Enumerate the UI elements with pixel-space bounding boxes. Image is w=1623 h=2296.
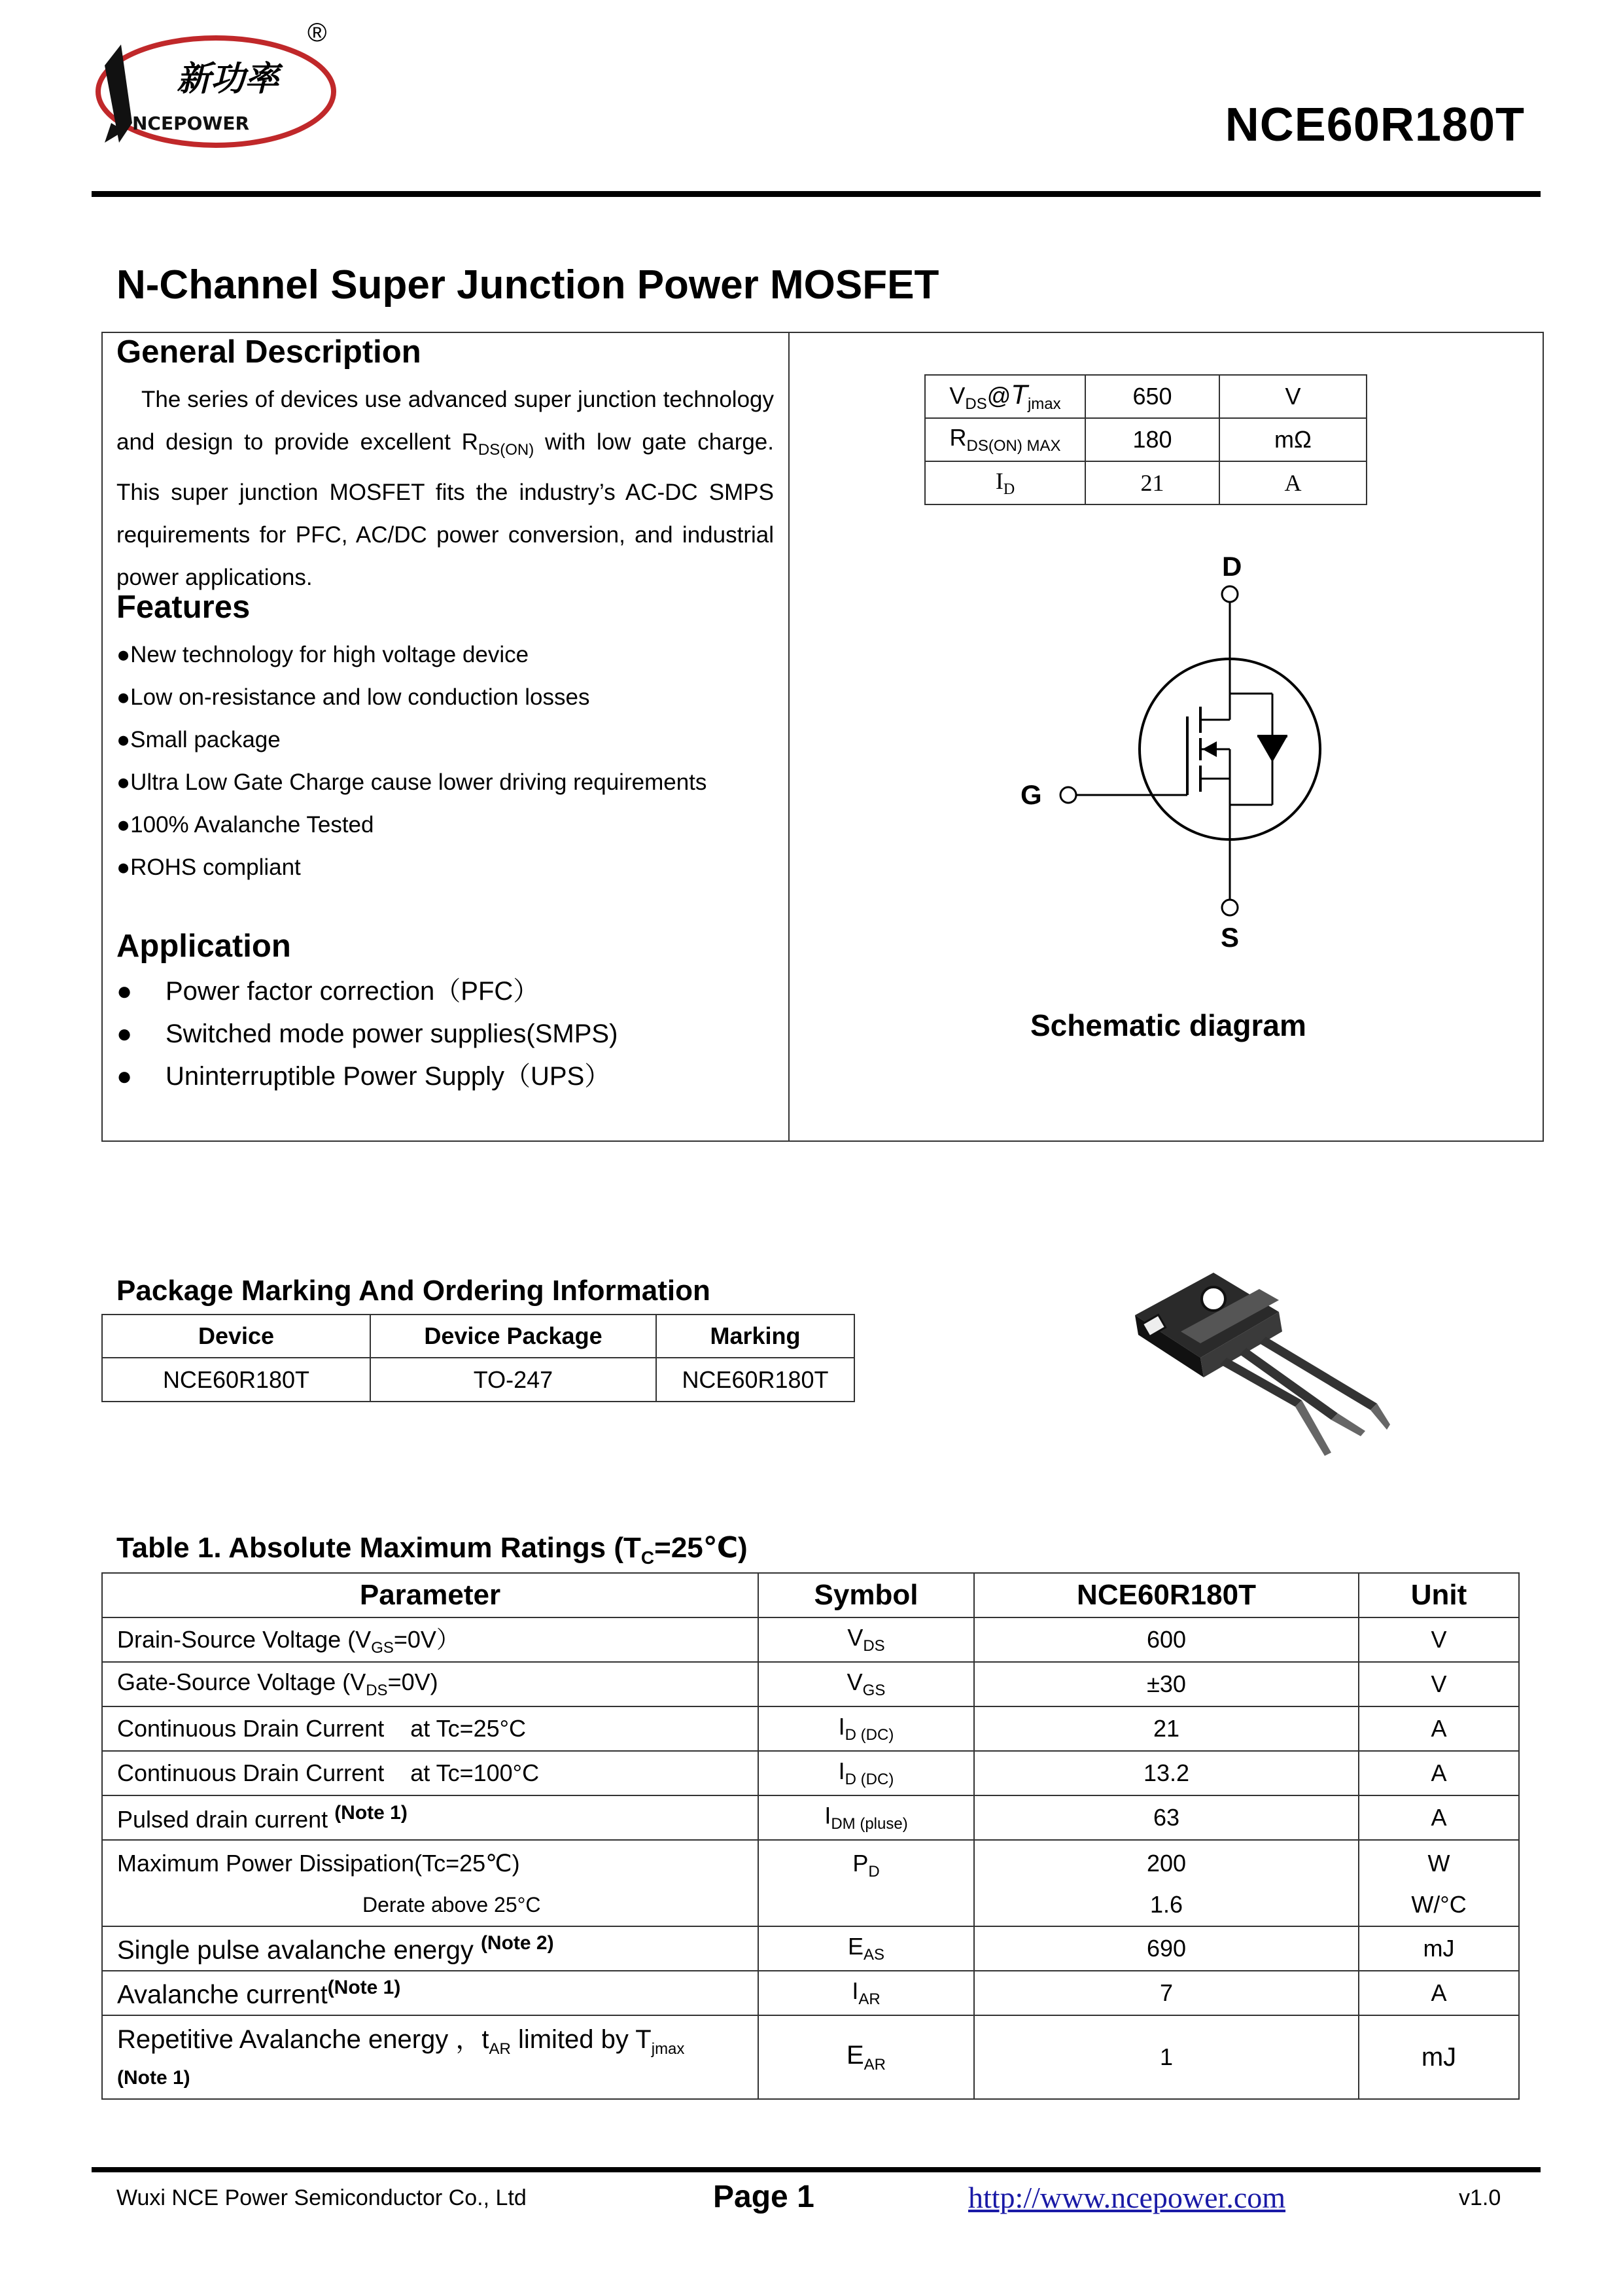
table-row bbox=[925, 461, 1367, 504]
table-row bbox=[102, 1751, 1519, 1795]
registered-mark: ® bbox=[307, 18, 327, 47]
company-logo bbox=[92, 18, 340, 156]
list-item: ● Uninterruptible Power Supply（UPS） bbox=[116, 1062, 611, 1091]
spec-value: 21 bbox=[1085, 461, 1219, 504]
footer-website-link[interactable]: http://www.ncepower.com bbox=[968, 2181, 1286, 2214]
symbol-cell: $V_{DS}$ bbox=[758, 1617, 974, 1662]
application-heading: Application bbox=[116, 928, 291, 964]
list-item: ●Small package bbox=[116, 727, 281, 752]
key-spec-table bbox=[924, 374, 1367, 505]
column-header: NCE60R180T bbox=[974, 1573, 1359, 1617]
param-cell: Gate-Source Voltage $(V_{DS}=0V)$ bbox=[102, 1662, 758, 1706]
table-row bbox=[102, 1315, 854, 1358]
package-info-heading: Package Marking And Ordering Information bbox=[116, 1275, 710, 1307]
table1-heading: Table 1. Absolute Maximum Ratings $(T_C=25℃)$ bbox=[116, 1532, 748, 1568]
features-list bbox=[116, 633, 707, 889]
param-cell: Single pulse avalanche energy $^{(Note 2)}$ bbox=[102, 1926, 758, 1971]
schematic-caption: Schematic diagram bbox=[1030, 1008, 1306, 1042]
table-cell: TO-247 bbox=[370, 1358, 656, 1402]
header-rule bbox=[92, 191, 1541, 197]
value-cell: 7 bbox=[974, 1971, 1359, 2015]
table-row bbox=[102, 2015, 1519, 2099]
list-item: ●100% Avalanche Tested bbox=[116, 812, 374, 838]
value-cell: 200 1.6 bbox=[974, 1840, 1359, 1926]
table-row bbox=[102, 1971, 1519, 2015]
list-item: ●ROHS compliant bbox=[116, 855, 301, 880]
param-cell: Pulsed drain current $^{(Note 1)}$ bbox=[102, 1795, 758, 1840]
symbol-cell: $I_{AR}$ bbox=[758, 1971, 974, 2015]
pin-s-label: S bbox=[1221, 922, 1240, 953]
table-row bbox=[102, 1617, 1519, 1662]
to247-package-image bbox=[1128, 1266, 1390, 1469]
general-description-heading: General Description bbox=[116, 334, 421, 370]
unit-cell: V bbox=[1359, 1617, 1519, 1662]
symbol-cell: $V_{GS}$ bbox=[758, 1662, 974, 1706]
value-cell: 13.2 bbox=[974, 1751, 1359, 1795]
spec-value: 650 bbox=[1085, 375, 1219, 418]
unit-cell: W W/°C bbox=[1359, 1840, 1519, 1926]
spec-param: $V_{DS}@T_{jmax}$ bbox=[925, 375, 1085, 418]
param-cell: Repetitive Avalanche energy ，$t_{AR}$ limited by $T_{jmax}$ (Note 1) bbox=[102, 2015, 758, 2099]
table-cell: NCE60R180T bbox=[656, 1358, 854, 1402]
table-row bbox=[102, 1662, 1519, 1706]
unit-cell: A bbox=[1359, 1751, 1519, 1795]
overview-divider bbox=[788, 332, 790, 1142]
column-header: Unit bbox=[1359, 1573, 1519, 1617]
value-cell: 21 bbox=[974, 1706, 1359, 1751]
symbol-cell: $I_{D (DC)}$ bbox=[758, 1706, 974, 1751]
column-header: Parameter bbox=[102, 1573, 758, 1617]
part-number-title: NCE60R180T bbox=[1225, 99, 1525, 151]
table-row bbox=[925, 375, 1367, 418]
features-heading: Features bbox=[116, 590, 251, 625]
footer-page-number: Page 1 bbox=[713, 2180, 814, 2214]
list-item: ● Switched mode power supplies(SMPS) bbox=[116, 1019, 618, 1048]
footer-version: v1.0 bbox=[1459, 2185, 1501, 2210]
pin-g-label: G bbox=[1021, 779, 1042, 810]
list-item: ●New technology for high voltage device bbox=[116, 642, 529, 667]
list-item: ● Power factor correction（PFC） bbox=[116, 977, 540, 1006]
table-row bbox=[102, 1573, 1519, 1617]
table-row bbox=[925, 418, 1367, 461]
column-header: Device bbox=[102, 1315, 370, 1358]
table-row bbox=[102, 1840, 1519, 1926]
spec-unit: V bbox=[1219, 375, 1367, 418]
table-row bbox=[102, 1358, 854, 1402]
value-cell: 1 bbox=[974, 2015, 1359, 2099]
application-list bbox=[116, 970, 618, 1098]
list-item: ●Low on-resistance and low conduction losses bbox=[116, 684, 590, 710]
value-cell: 600 bbox=[974, 1617, 1359, 1662]
column-header: Marking bbox=[656, 1315, 854, 1358]
value-cell: ±30 bbox=[974, 1662, 1359, 1706]
list-item: ●Ultra Low Gate Charge cause lower driving requirements bbox=[116, 769, 707, 795]
package-info-table bbox=[101, 1314, 855, 1402]
document-title: N-Channel Super Junction Power MOSFET bbox=[116, 262, 939, 308]
column-header: Device Package bbox=[370, 1315, 656, 1358]
table-row bbox=[102, 1795, 1519, 1840]
value-cell: 63 bbox=[974, 1795, 1359, 1840]
param-cell: Maximum Power Dissipation(Tc=25℃) Derate above 25°C bbox=[102, 1840, 758, 1926]
mosfet-schematic-symbol bbox=[1021, 546, 1348, 965]
footer-company: Wuxi NCE Power Semiconductor Co., Ltd bbox=[116, 2185, 527, 2210]
table-cell: NCE60R180T bbox=[102, 1358, 370, 1402]
footer-rule bbox=[92, 2167, 1541, 2172]
param-cell: Continuous Drain Current at Tc=25°C bbox=[102, 1706, 758, 1751]
symbol-cell: $I_{D (DC)}$ bbox=[758, 1751, 974, 1795]
unit-cell: mJ bbox=[1359, 1926, 1519, 1971]
param-cell: Avalanche current$^{(Note 1)}$ bbox=[102, 1971, 758, 2015]
symbol-cell: $E_{AS}$ bbox=[758, 1926, 974, 1971]
spec-param: $I_D$ bbox=[925, 461, 1085, 504]
pin-d-label: D bbox=[1222, 551, 1242, 582]
value-cell: 690 bbox=[974, 1926, 1359, 1971]
unit-cell: A bbox=[1359, 1706, 1519, 1751]
logo-cn-text: 新功率 bbox=[177, 60, 279, 99]
general-description-text: The series of devices use advanced super junction technology and design to provide excellent $R_{DS(ON)}$ with low gate charge. This super junction MOSFET fits the industry’s AC-DC SMPS requirements for PFC, AC/DC power conversion, and industrial power applications. bbox=[116, 387, 774, 590]
symbol-cell: $P_D$ bbox=[758, 1840, 974, 1926]
symbol-cell: $E_{AR}$ bbox=[758, 2015, 974, 2099]
unit-cell: mJ bbox=[1359, 2015, 1519, 2099]
param-cell: Drain-Source Voltage $(V_{GS}=0V)$ bbox=[102, 1617, 758, 1662]
spec-value: 180 bbox=[1085, 418, 1219, 461]
column-header: Symbol bbox=[758, 1573, 974, 1617]
logo-en-text: NCEPOWER bbox=[132, 113, 250, 134]
table-row bbox=[102, 1926, 1519, 1971]
symbol-cell: $I_{DM (pluse)}$ bbox=[758, 1795, 974, 1840]
table-row bbox=[102, 1706, 1519, 1751]
spec-unit: A bbox=[1219, 461, 1367, 504]
unit-cell: V bbox=[1359, 1662, 1519, 1706]
spec-unit: mΩ bbox=[1219, 418, 1367, 461]
absolute-max-ratings-table bbox=[101, 1572, 1520, 2100]
unit-cell: A bbox=[1359, 1971, 1519, 2015]
unit-cell: A bbox=[1359, 1795, 1519, 1840]
spec-param: $R_{DS(ON) MAX}$ bbox=[925, 418, 1085, 461]
param-cell: Continuous Drain Current at Tc=100°C bbox=[102, 1751, 758, 1795]
